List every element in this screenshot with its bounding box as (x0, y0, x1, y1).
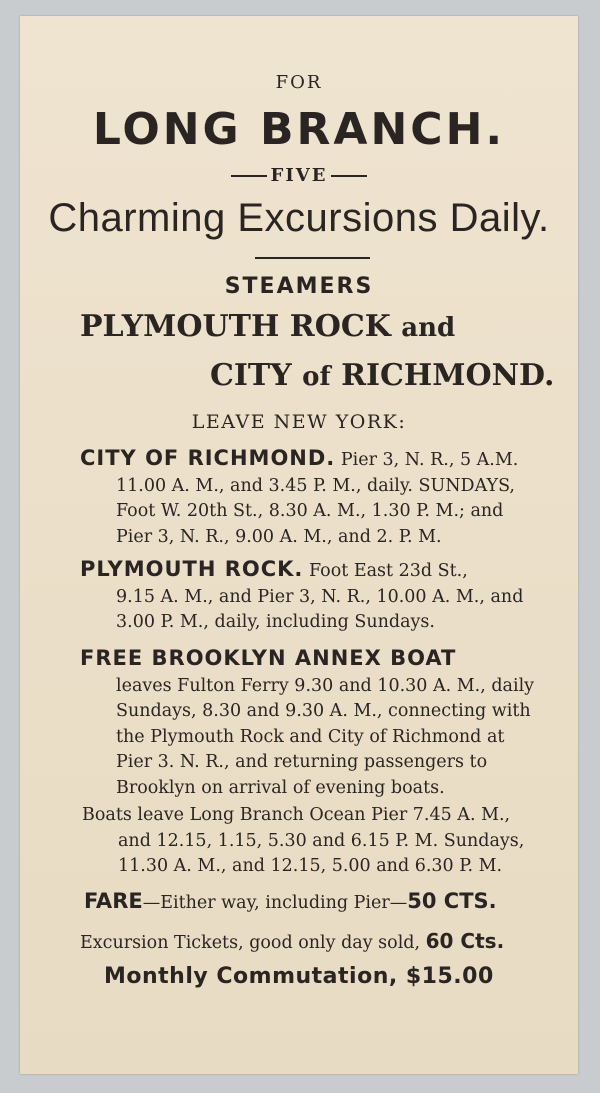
schedule-line: and 12.15, 1.15, 5.30 and 6.15 P. M. Sundays, (118, 830, 525, 851)
schedule-annex-lead: FREE BROOKLYN ANNEX BOAT (80, 646, 457, 670)
handbill-card (20, 16, 578, 1074)
excursion-line (80, 929, 504, 953)
schedule-line: Sundays, 8.30 and 9.30 A. M., connecting with (116, 701, 531, 721)
divider (255, 257, 370, 259)
fare-text: —Either way, including Pier— (142, 893, 408, 913)
leave-heading: LEAVE NEW YORK: (191, 411, 407, 433)
schedule-annex (80, 646, 534, 801)
steamer-city-word: CITY (210, 358, 292, 393)
schedule-richmond-first: Pier 3, N. R., 5 A.M. (335, 450, 519, 470)
fare-line (84, 889, 497, 913)
schedule-plymouth-lead: PLYMOUTH ROCK. (80, 557, 304, 581)
schedule-line: Brooklyn on arrival of evening boats. (116, 777, 445, 798)
fare-price: 50 CTS. (407, 889, 497, 913)
schedule-plymouth-first: Foot East 23d St., (303, 561, 468, 581)
schedule-line: the Plymouth Rock and City of Richmond at (116, 726, 505, 747)
rule-left (231, 175, 267, 177)
schedule-line: 11.30 A. M., and 12.15, 5.00 and 6.30 P. M. (118, 856, 503, 876)
schedule-line: 9.15 A. M., and Pier 3, N. R., 10.00 A. M., and (116, 586, 524, 607)
steamer-of: of (302, 362, 331, 392)
steamer-and: and (401, 313, 456, 343)
schedule-richmond-lead: CITY OF RICHMOND. (80, 446, 336, 470)
fare-label: FARE (84, 889, 143, 913)
steamer-richmond-word: RICHMOND. (341, 358, 555, 393)
steamers-label: STEAMERS (224, 274, 374, 299)
excursion-text: Excursion Tickets, good only day sold, (80, 933, 426, 953)
rule-right (331, 175, 367, 177)
schedule-line: 3.00 P. M., daily, including Sundays. (116, 612, 435, 632)
schedule-plymouth (80, 557, 523, 636)
five-text: FIVE (270, 165, 328, 186)
page-title: LONG BRANCH. (92, 104, 506, 155)
steamer-richmond (210, 358, 554, 393)
schedule-line: Pier 3. N. R., and returning passengers to (116, 752, 488, 772)
steamer-plymouth-name: PLYMOUTH ROCK (80, 309, 391, 344)
for-label: FOR (275, 72, 323, 93)
schedule-line: Pier 3, N. R., 9.00 A. M., and 2. P. M. (116, 526, 442, 547)
five-label (20, 165, 578, 186)
schedule-line: Foot W. 20th St., 8.30 A. M., 1.30 P. M.; and (116, 501, 504, 521)
schedule-line: leaves Fulton Ferry 9.30 and 10.30 A. M., daily (116, 675, 535, 696)
schedule-line: Boats leave Long Branch Ocean Pier 7.45 A. M., (82, 805, 511, 825)
steamer-plymouth (80, 309, 455, 344)
excursion-price: 60 Cts. (425, 929, 505, 953)
schedule-return (82, 803, 524, 880)
schedule-richmond (80, 446, 518, 550)
schedule-line: 11.00 A. M., and 3.45 P. M., daily. SUNDAYS, (116, 475, 515, 496)
monthly-commutation: Monthly Commutation, $15.00 (104, 964, 494, 989)
subtitle: Charming Excursions Daily. (48, 196, 550, 240)
